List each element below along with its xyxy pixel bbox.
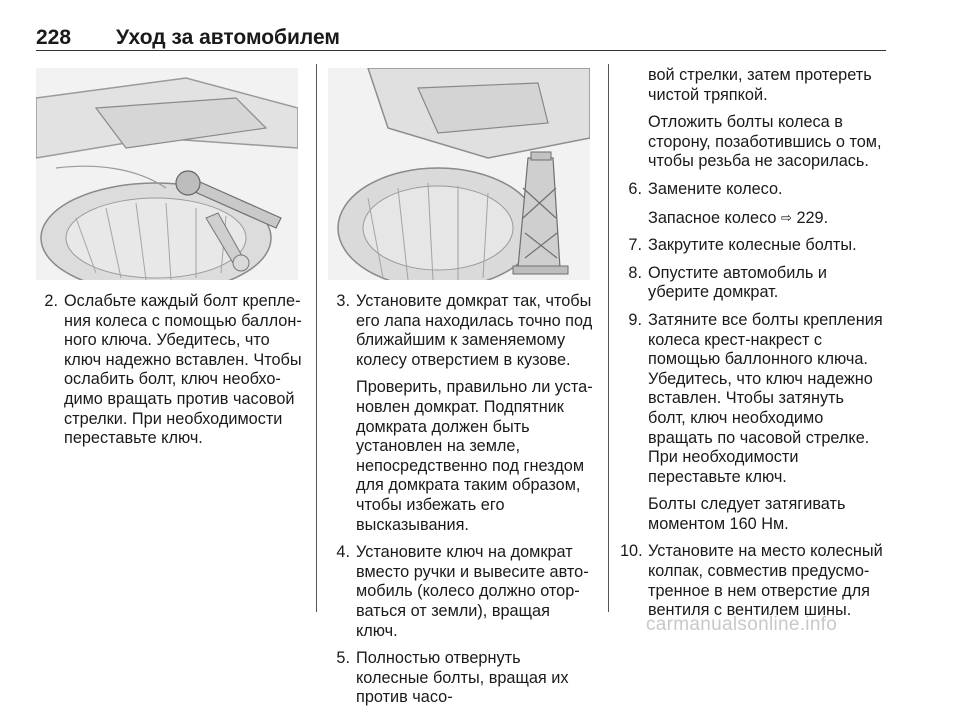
illustration-jack-placement xyxy=(328,68,590,280)
list-item xyxy=(620,311,886,535)
list-item xyxy=(328,292,596,535)
column-divider-2 xyxy=(608,64,609,612)
item-number: 10. xyxy=(620,542,643,561)
list-item xyxy=(620,264,886,303)
list-item xyxy=(328,649,596,708)
item-subtext: Проверить, правильно ли установлен домкрат. Подпятник домкрата должен быть установлен на земле, непосредственно под гнездом для домкрата таким образом, чтобы избежать его высказывания. xyxy=(356,378,593,534)
item-number: 5. xyxy=(336,649,350,668)
page-title: Уход за автомобилем xyxy=(116,26,340,49)
header-rule xyxy=(36,50,886,51)
item-text: Установите на место колесный колпак, совместив предусмотренное в нем отверстие для вентиля с вентилем шины. xyxy=(648,542,883,620)
column-divider-1 xyxy=(316,64,317,612)
page-reference-arrow-icon: ⇨ xyxy=(781,209,792,225)
item-number: 7. xyxy=(628,236,642,255)
list-item xyxy=(328,543,596,641)
item-text: Полностью отвернуть колесные болты, вращая их против часо- xyxy=(356,649,569,707)
list-item xyxy=(620,180,886,228)
item-text: Затяните все болты крепления колеса крест-накрест с помощью баллонного ключа. Убедитесь, что ключ надежно вставлен. Чтобы затянуть болт, ключ необходимо вращать по часовой стрелке. При необходимости переставьте ключ. xyxy=(648,310,883,486)
item-number: 2. xyxy=(44,292,58,310)
item-text: Замените колесо. xyxy=(648,179,783,198)
item-number: 8. xyxy=(628,263,642,282)
page-reference-link[interactable]: 229. xyxy=(796,208,829,227)
list-item xyxy=(620,542,886,620)
list-item xyxy=(620,236,886,256)
item-number: 3. xyxy=(336,292,350,310)
spare-wheel-label: Запасное колесо xyxy=(648,208,777,227)
list-item xyxy=(36,292,302,449)
column-3 xyxy=(620,66,886,629)
column-2 xyxy=(328,292,596,716)
page-header xyxy=(36,26,886,50)
item-subtext: Болты следует затягивать моментом 160 Нм. xyxy=(648,495,846,533)
continuation-text: Отложить болты колеса в сторону, позаботившись о том, чтобы резьба не засорилась. xyxy=(648,113,882,171)
item-text: Установите ключ на домкрат вместо ручки и вывесите автомобиль (колесо должно оторваться от земли), вращая ключ. xyxy=(356,543,589,640)
watermark: carmanualsonline.info xyxy=(646,614,838,635)
item-number: 9. xyxy=(628,310,642,329)
item-text: Закрутите колесные болты. xyxy=(648,236,857,255)
item-text: Установите домкрат так, чтобы его лапа находилась точно под ближайшим к заменяемому колесу отверстием в кузове. xyxy=(356,292,593,369)
column-1 xyxy=(36,292,302,457)
item-number: 6. xyxy=(628,179,642,198)
continuation-text: вой стрелки, затем протереть чистой тряпкой. xyxy=(648,66,872,104)
item-text: Опустите автомобиль и уберите домкрат. xyxy=(648,263,827,302)
item-subtext xyxy=(648,208,886,229)
item-number: 4. xyxy=(336,543,350,562)
item-text: Ослабьте каждый болт крепления колеса с помощью баллонного ключа. Убедитесь, что ключ надежно вставлен. Чтобы ослабить болт, ключ необходимо вращать против часовой стрелки. При необходимости переставьте ключ. xyxy=(64,292,302,448)
page-number: 228 xyxy=(36,26,72,49)
illustration-wheel-wrench xyxy=(36,68,298,280)
